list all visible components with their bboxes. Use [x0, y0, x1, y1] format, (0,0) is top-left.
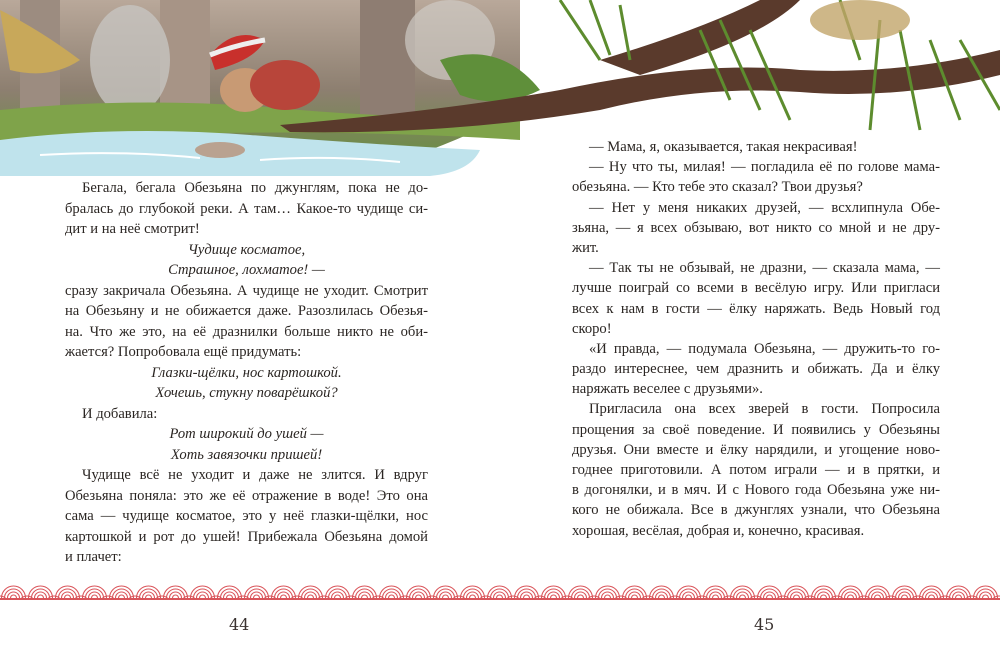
text-line: на Обезьяну и не обижается даже. Разозлилась Обезья- — [65, 303, 428, 319]
paragraph — [65, 178, 428, 240]
text-line: раздо интереснее, чем дразнить и обижать. Да и ёлку — [572, 361, 940, 378]
paragraph — [572, 137, 940, 157]
text-line: «И правда, — подумала Обезьяна, — дружить-то го- — [589, 340, 940, 357]
text-line: сразу закричала Обезьяна. А чудище не уходит. Смотрит — [65, 282, 428, 299]
verse-block — [65, 424, 428, 465]
text-line: — Нет у меня никаких друзей, — всхлипнула Обе- — [589, 199, 940, 216]
text-line: — Мама, я, оказывается, такая некрасивая! — [589, 139, 858, 155]
text-line: Рот широкий до ушей — — [169, 426, 324, 442]
text-line: в догонялки, и в мяч. И с Нового года Обезьяна уже ни- — [572, 482, 940, 499]
page-number-left: 44 — [229, 615, 250, 634]
text-line: жит. — [572, 239, 599, 256]
paragraph — [572, 157, 940, 197]
text-line: Чудище всё не уходит и даже не злится. И вдруг — [82, 467, 428, 483]
paragraph — [65, 404, 428, 425]
page-number-right: 45 — [754, 615, 775, 634]
text-line: Пригласила она всех зверей в гости. Попросила — [589, 401, 940, 418]
text-line: картошкой и рот до ушей! Прибежала Обезьяна домой — [65, 528, 428, 545]
text-line: и плачет: — [65, 549, 122, 565]
text-line: друзья. Они вместе и ёлку нарядили, и угощение ново- — [572, 441, 940, 458]
verse-block — [65, 240, 428, 281]
text-line: — Так ты не обзывай, не дразни, — сказала мама, — — [589, 260, 940, 277]
text-line: Глазки-щёлки, нос картошкой. — [151, 364, 342, 381]
text-line: Чудище косматое, — [187, 241, 306, 258]
paragraph — [572, 258, 940, 339]
text-line: Обезьяна поняла: это же её отражение в воде! Это она — [65, 487, 428, 504]
text-line: — Ну что ты, милая! — погладила её по голове мама- — [589, 159, 940, 176]
text-line: скоро! — [572, 320, 612, 337]
paragraph — [65, 281, 428, 363]
right-page-text — [572, 137, 940, 541]
paragraph — [572, 399, 940, 540]
verse-block — [65, 363, 428, 404]
text-line: на. Что же это, на её дразнилки больше никто не оби- — [65, 323, 428, 340]
text-line: Бегала, бегала Обезьяна по джунглям, пока не до- — [82, 180, 428, 196]
paragraph — [572, 339, 940, 400]
text-line: кого не обижала. Все в джунглях узнали, что Обезьяна — [572, 502, 940, 519]
text-line: сама — чудище косматое, это у неё глазки-щёлки, нос — [65, 508, 428, 524]
decorative-wave-border — [0, 578, 1000, 602]
left-page-text — [65, 178, 428, 568]
text-line: бралась до глубокой реки. А там… Какое-то чудище си- — [65, 200, 428, 217]
text-line: лучше поиграй со всеми в весёлую игру. Или пригласи — [572, 280, 940, 297]
text-line: всех к нам в гости — ёлку наряжать. Ведь Новый год — [572, 300, 940, 317]
text-line: жается? Попробовала ещё придумать: — [65, 344, 302, 360]
text-line: прощения за своё поведение. И появились у Обезьяны — [572, 421, 940, 438]
text-line: хорошая, весёлая, добрая и, конечно, красивая. — [572, 522, 865, 539]
text-line: Страшное, лохматое! — — [168, 262, 325, 278]
text-line: наряжать веселее с друзьями». — [572, 381, 763, 398]
text-line: дит и на неё смотрит! — [65, 221, 200, 237]
text-line: Хоть завязочки пришей! — [170, 446, 323, 463]
text-line: зьяна, — я всех обзываю, вот никто со мной и не дру- — [572, 219, 940, 236]
text-line: обезьяна. — Кто тебе это сказал? Твои друзья? — [572, 179, 863, 196]
text-line: Хочешь, стукну поварёшкой? — [155, 385, 338, 401]
text-line: годнее приготовили. А потом играли — и в прятки, и — [572, 462, 940, 478]
paragraph — [572, 198, 940, 259]
paragraph — [65, 465, 428, 568]
text-line: И добавила: — [82, 405, 158, 422]
